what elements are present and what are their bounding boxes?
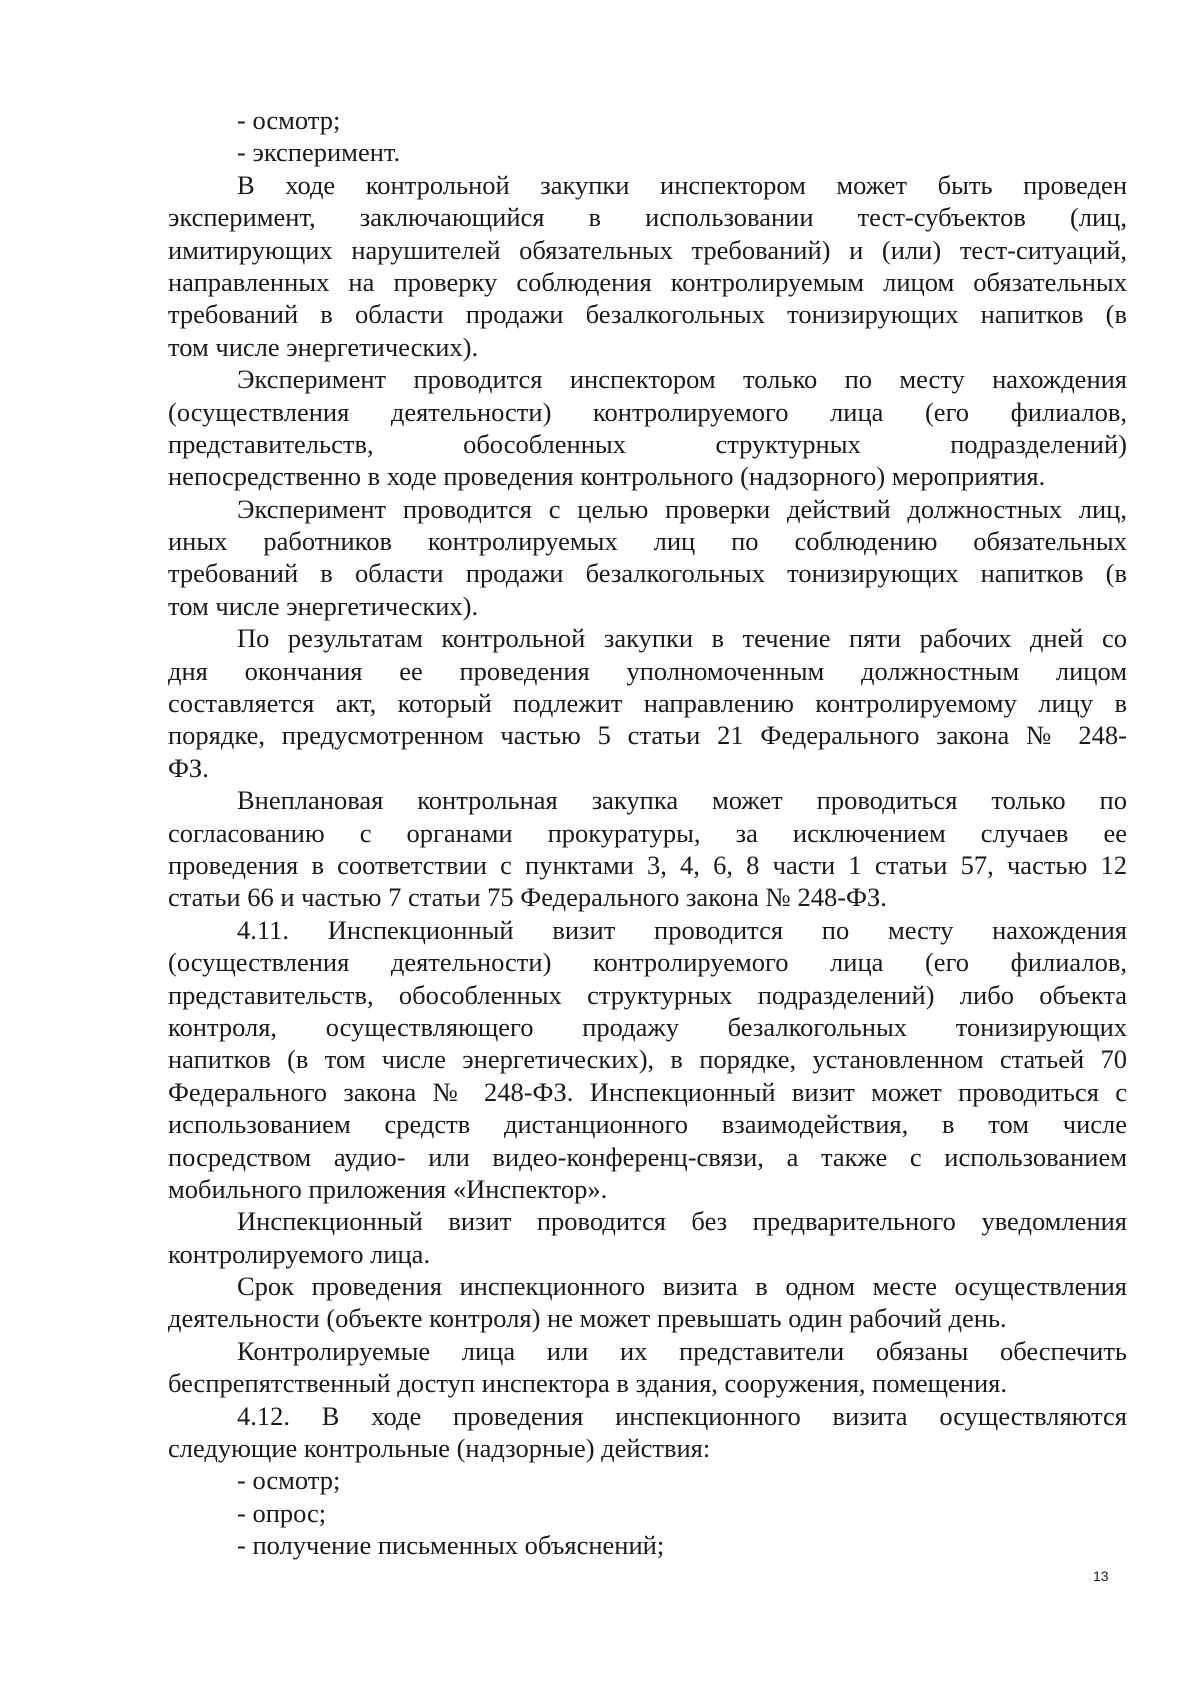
paragraph-line: беспрепятственный доступ инспектора в здания, сооружения, помещения. (168, 1368, 1007, 1399)
paragraph-line: требований в области продажи безалкогольных тонизирующих напитков (в (168, 558, 1127, 589)
paragraph-line: контролируемого лица. (168, 1238, 431, 1269)
paragraph-line: том числе энергетических). (168, 331, 479, 362)
paragraph-line: Внеплановая контрольная закупка может проводиться только по (237, 785, 1127, 816)
paragraph-line: Федерального закона № 248-ФЗ. Инспекционный визит может проводиться с (168, 1076, 1127, 1107)
paragraph-line: (осуществления деятельности) контролируемого лица (его филиалов, (168, 396, 1127, 427)
paragraph-line: дня окончания ее проведения уполномоченным должностным лицом (168, 655, 1127, 686)
paragraph-line: посредством аудио- или видео-конференц-связи, а также с использованием (168, 1141, 1127, 1172)
paragraph-line: использованием средств дистанционного взаимодействия, в том числе (168, 1109, 1127, 1140)
paragraph-line: имитирующих нарушителей обязательных требований) и (или) тест-ситуаций, (168, 234, 1127, 265)
list-item: - осмотр; (237, 105, 341, 135)
paragraph-line: составляется акт, который подлежит направлению контролируемому лицу в (168, 688, 1127, 719)
paragraph-line: эксперимент, заключающийся в использовании тест-субъектов (лиц, (168, 202, 1127, 233)
paragraph-line: согласованию с органами прокуратуры, за исключением случаев ее (168, 817, 1127, 848)
list-item: - осмотр; (237, 1465, 341, 1496)
paragraph-line: непосредственно в ходе проведения контрольного (надзорного) мероприятия. (168, 461, 1046, 492)
paragraph-line: Срок проведения инспекционного визита в одном месте осуществления (237, 1271, 1127, 1302)
paragraph-line: напитков (в том числе энергетических), в порядке, установленном статьей 70 (168, 1044, 1127, 1075)
page-number: 13 (1093, 1568, 1109, 1584)
paragraph-line: Эксперимент проводится с целью проверки действий должностных лиц, (237, 493, 1127, 524)
paragraph-line: порядке, предусмотренном частью 5 статьи 21 Федерального закона № 248- (168, 720, 1127, 751)
paragraph-line: представительств, обособленных структурных подразделений) (168, 428, 1127, 459)
paragraph-line: В ходе контрольной закупки инспектором может быть проведен (237, 169, 1127, 200)
paragraph-line: требований в области продажи безалкогольных тонизирующих напитков (в (168, 299, 1127, 330)
paragraph-line: статьи 66 и частью 7 статьи 75 Федерального закона № 248-ФЗ. (168, 882, 887, 913)
section-4-12-line: 4.12. В ходе проведения инспекционного визита осуществляются (237, 1400, 1127, 1431)
paragraph-line: По результатам контрольной закупки в течение пяти рабочих дней со (237, 623, 1127, 654)
paragraph-line: представительств, обособленных структурных подразделений) либо объекта (168, 979, 1127, 1010)
paragraph-line: проведения в соответствии с пунктами 3, 4, 6, 8 части 1 статьи 57, частью 12 (168, 849, 1127, 880)
paragraph-line: деятельности (объекте контроля) не может превышать один рабочий день. (168, 1303, 1007, 1334)
paragraph-line: том числе энергетических). (168, 590, 479, 621)
paragraph-line: следующие контрольные (надзорные) действия: (168, 1433, 711, 1464)
paragraph-line: Контролируемые лица или их представители обязаны обеспечить (237, 1335, 1127, 1366)
document-body (168, 104, 1127, 1562)
paragraph-line: ФЗ. (168, 752, 209, 783)
paragraph-line: (осуществления деятельности) контролируемого лица (его филиалов, (168, 947, 1127, 978)
paragraph-line: направленных на проверку соблюдения контролируемым лицом обязательных (168, 266, 1127, 297)
list-item: - эксперимент. (237, 137, 401, 168)
paragraph-line: мобильного приложения «Инспектор». (168, 1173, 608, 1204)
paragraph-line: иных работников контролируемых лиц по соблюдению обязательных (168, 526, 1127, 557)
list-item: - опрос; (237, 1497, 327, 1528)
list-item: - получение письменных объяснений; (237, 1530, 665, 1561)
section-4-11-line: 4.11. Инспекционный визит проводится по месту нахождения (237, 914, 1127, 945)
paragraph-line: контроля, осуществляющего продажу безалкогольных тонизирующих (168, 1011, 1127, 1042)
paragraph-line: Эксперимент проводится инспектором только по месту нахождения (237, 364, 1127, 395)
paragraph-line: Инспекционный визит проводится без предварительного уведомления (237, 1206, 1127, 1237)
